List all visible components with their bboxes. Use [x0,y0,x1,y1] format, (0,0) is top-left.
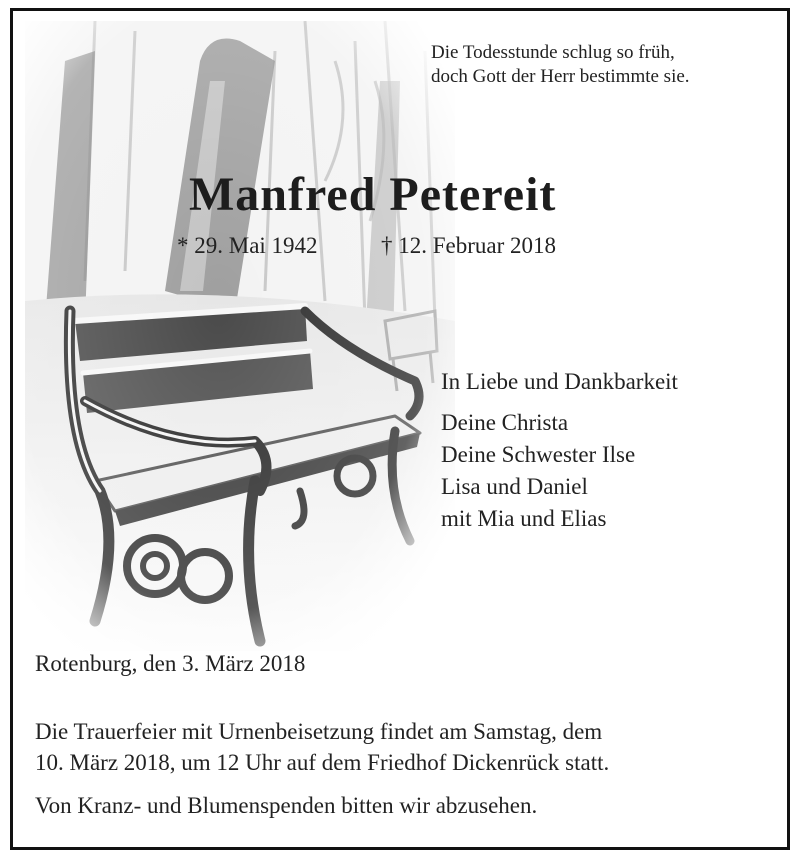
deceased-name: Manfred Petereit [189,168,557,221]
family-member: mit Mia und Elias [441,506,607,531]
family-signature [441,369,678,535]
obituary-card [10,8,790,850]
death-date: † 12. Februar 2018 [381,233,557,258]
place-and-date: Rotenburg, den 3. März 2018 [35,651,306,676]
family-member: Deine Schwester Ilse [441,442,636,467]
family-member: Lisa und Daniel [441,474,588,499]
funeral-notice-line-2: 10. März 2018, um 12 Uhr auf dem Friedhof Dickenrück statt. [35,750,610,775]
flowers-note: Von Kranz- und Blumenspenden bitten wir abzusehen. [35,793,538,818]
birth-date: * 29. Mai 1942 [177,233,318,258]
snowy-bench-illustration [25,21,455,651]
quote-line-2: doch Gott der Herr bestimmte sie. [431,66,690,87]
quote-line-1: Die Todesstunde schlug so früh, [431,42,675,63]
funeral-notice [35,716,775,778]
memorial-quote [431,41,761,89]
funeral-notice-line-1: Die Trauerfeier mit Urnenbeisetzung findet am Samstag, dem [35,719,603,744]
family-member: Deine Christa [441,410,569,435]
thanks-line: In Liebe und Dankbarkeit [441,369,678,394]
